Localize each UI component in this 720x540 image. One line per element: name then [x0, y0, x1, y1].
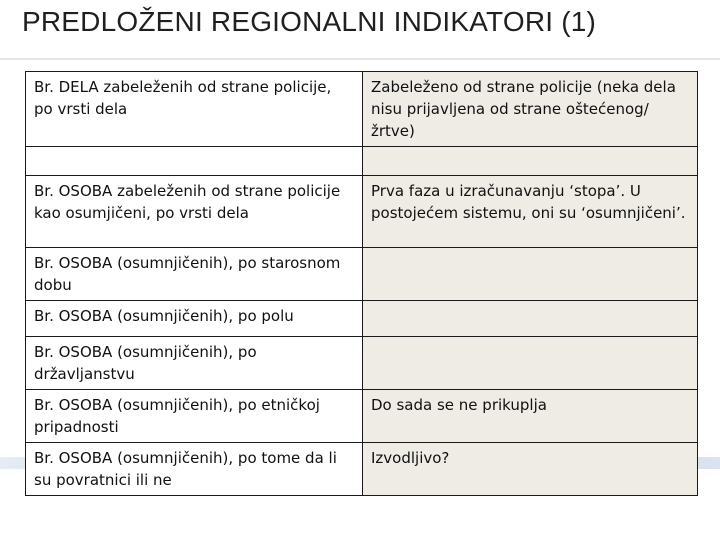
indicators-table: [25, 71, 698, 496]
indicator-cell: [26, 147, 363, 176]
slide-title: PREDLOŽENI REGIONALNI INDIKATORI (1): [22, 6, 597, 37]
indicator-cell: Br. DELA zabeleženih od strane policije, po vrsti dela: [26, 72, 363, 147]
indicator-cell: Br. OSOBA (osumnjičenih), po starosnom dobu: [26, 248, 363, 301]
indicator-cell: Br. OSOBA (osumnjičenih), po tome da li su povratnici ili ne: [26, 443, 363, 496]
note-cell: [363, 248, 698, 301]
table-row: [26, 147, 698, 176]
indicator-cell: Br. OSOBA zabeleženih od strane policije kao osumjičeni, po vrsti dela: [26, 176, 363, 248]
note-cell: Do sada se ne prikuplja: [363, 390, 698, 443]
indicator-cell: Br. OSOBA (osumnjičenih), po državljanstvu: [26, 337, 363, 390]
table-row: [26, 176, 698, 248]
indicator-cell: Br. OSOBA (osumnjičenih), po etničkoj pripadnosti: [26, 390, 363, 443]
title-divider: [0, 58, 720, 60]
table-row: [26, 443, 698, 496]
note-cell: Zabeleženo od strane policije (neka dela nisu prijavljena od strane oštećenog/žrtve): [363, 72, 698, 147]
table-row: [26, 72, 698, 147]
note-cell: Prva faza u izračunavanju ‘stopa’. U postojećem sistemu, oni su ‘osumnjičeni’.: [363, 176, 698, 248]
table-row: [26, 248, 698, 301]
note-cell: Izvodljivo?: [363, 443, 698, 496]
table-row: [26, 390, 698, 443]
note-cell: [363, 337, 698, 390]
note-cell: [363, 147, 698, 176]
note-cell: [363, 301, 698, 337]
table-row: [26, 301, 698, 337]
indicator-cell: Br. OSOBA (osumnjičenih), po polu: [26, 301, 363, 337]
table-row: [26, 337, 698, 390]
